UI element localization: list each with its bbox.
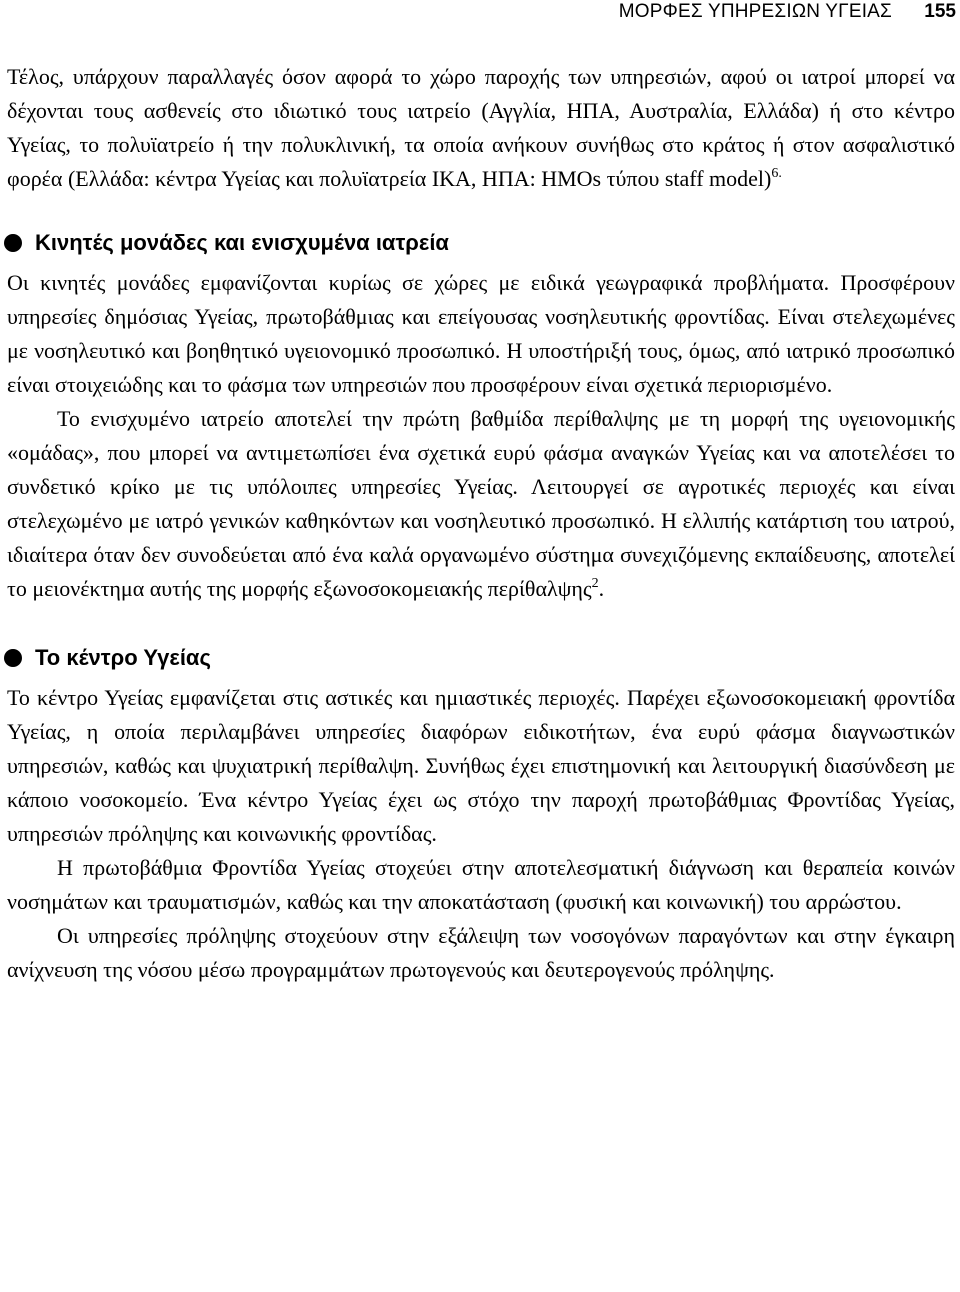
bullet-icon xyxy=(4,649,22,667)
paragraph-end: . xyxy=(598,576,605,601)
page-number: 155 xyxy=(924,1,956,22)
paragraph: Το κέντρο Υγείας εμφανίζεται στις αστικές και ημιαστικές περιοχές. Παρέχει εξωνοσοκομειακή φροντίδα Υγείας, η οποία περιλαμβάνει υπηρεσίες διαφόρων ειδικοτήτων, ένα ευρύ φάσμα διαγνωστικών υπηρεσιών, καθώς και ψυχιατρική περίθαλψη. Συνήθως έχει επιστημονική και λειτουργική διασύνδεση με κάποιο νοσοκομείο. Ένα κέντρο Υγείας έχει ως στόχο την παροχή πρωτοβάθμιας Φροντίδας Υγείας, υπηρεσιών πρόληψης και κοινωνικής φροντίδας. xyxy=(7,685,955,846)
running-title: ΜΟΡΦΕΣ ΥΠΗΡΕΣΙΩΝ ΥΓΕΙΑΣ xyxy=(618,1,892,22)
paragraph-text: Το ενισχυμένο ιατρείο αποτελεί την πρώτη βαθμίδα περίθαλψης με τη μορφή της υγειονομικής «ομάδας», που μπορεί να αντιμετωπίσει ένα σχετικά ευρύ φάσμα αναγκών Υγείας και να αποτελέσει το συνδετικό κρίκο με τις υπόλοιπες υπηρεσίες Υγείας. Λειτουργεί σε αγροτικές περιοχές και είναι στελεχωμένο με ιατρό γενικών καθηκόντων και νοσηλευτικό προσωπικό. Η ελλιπής κατάρτιση του ιατρού, ιδιαίτερα όταν δεν συνοδεύεται από ένα καλά οργανωμένο σύστημα συνεχιζόμενης εκπαίδευσης, αποτελεί το μειονέκτημα αυτής της μορφής εξωνοσοκομειακής περίθαλψης xyxy=(7,406,955,601)
intro-paragraph xyxy=(7,60,955,196)
section-heading-text: Κινητές μονάδες και ενισχυμένα ιατρεία xyxy=(35,230,449,255)
page-header xyxy=(0,0,960,30)
section-heading-health-center xyxy=(7,641,955,675)
intro-text: Τέλος, υπάρχουν παραλλαγές όσον αφορά το χώρο παροχής των υπηρεσιών, αφού οι ιατροί μπορεί να δέχονται τους ασθενείς στο ιδιωτικό τους ιατρείο (Αγγλία, ΗΠΑ, Αυστραλία, Ελλάδα) ή στο κέντρο Υγείας, το πολυϊατρείο ή την πολυκλινική, τα οποία ανήκουν συνήθως στο κράτος ή στον ασφαλιστικό φορέα (Ελλάδα: κέντρα Υγείας και πολυϊατρεία ΙΚΑ, ΗΠΑ: ΗΜΟs τύπου staff model) xyxy=(7,64,955,191)
section-heading-text: Το κέντρο Υγείας xyxy=(35,645,211,670)
paragraph: Οι κινητές μονάδες εμφανίζονται κυρίως σε χώρες με ειδικά γεωγραφικά προβλήματα. Προσφέρουν υπηρεσίες δημόσιας Υγείας, πρωτοβάθμιας και επείγουσας νοσηλευτικής φροντίδας. Είναι στελεχωμένες με νοσηλευτικό και βοηθητικό υγειονομικό προσωπικό. Η υποστήριξή τους, όμως, από ιατρικό προσωπικό είναι στοιχειώδης και το φάσμα των υπηρεσιών που προσφέρουν είναι σχετικά περιορισμένο. xyxy=(7,270,955,397)
footnote-ref: 6. xyxy=(771,166,782,181)
page-body xyxy=(7,60,955,987)
section-heading-mobile-units xyxy=(7,226,955,260)
paragraph xyxy=(7,402,955,606)
footnote-ref: 2 xyxy=(591,576,599,591)
paragraph: Οι υπηρεσίες πρόληψης στοχεύουν στην εξάλειψη των νοσογόνων παραγόντων και στην έγκαιρη ανίχνευση της νόσου μέσω προγραμμάτων πρωτογενούς και δευτερογενούς πρόληψης. xyxy=(7,923,955,982)
paragraph: Η πρωτοβάθμια Φροντίδα Υγείας στοχεύει στην αποτελεσματική διάγνωση και θεραπεία κοινών νοσημάτων και τραυματισμών, καθώς και την αποκατάσταση (φυσική και κοινωνική) του αρρώστου. xyxy=(7,855,955,914)
bullet-icon xyxy=(4,234,22,252)
